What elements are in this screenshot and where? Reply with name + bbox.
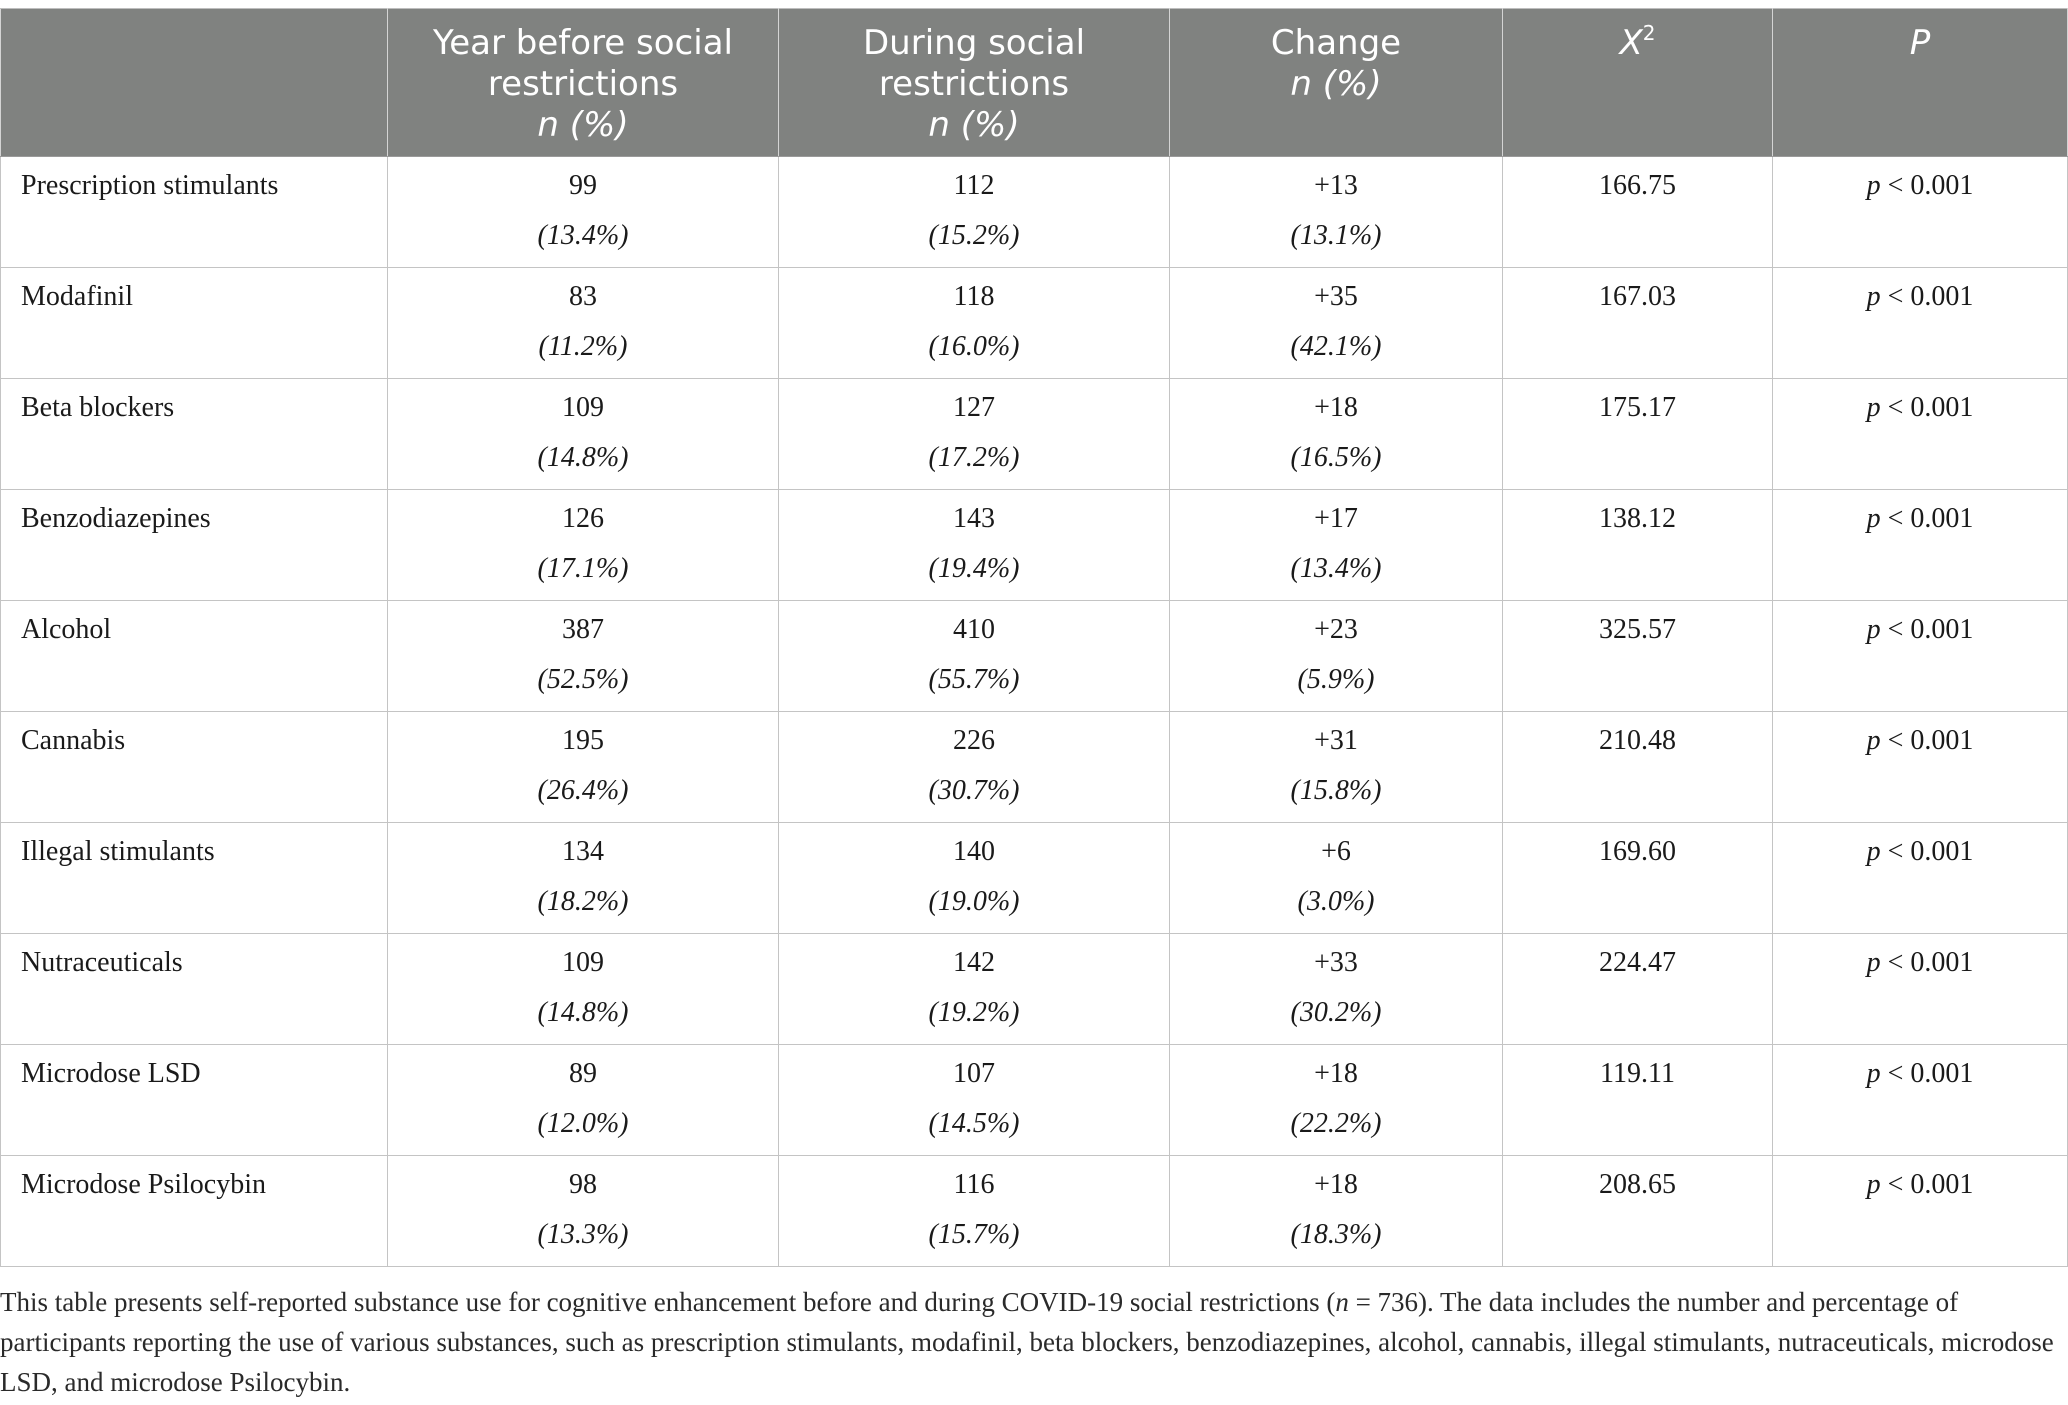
substance-name: Alcohol <box>21 614 112 645</box>
cell-year-before <box>388 379 779 490</box>
year-before-count: 89 <box>569 1058 597 1089</box>
header-chi-square-sup: 2 <box>1642 21 1656 45</box>
chi-square-value: 167.03 <box>1599 281 1676 312</box>
chi-square-value: 325.57 <box>1599 614 1676 645</box>
cell-year-before <box>388 601 779 712</box>
chi-square-value: 175.17 <box>1599 392 1676 423</box>
cell-chi-square <box>1503 490 1773 601</box>
header-year-before <box>388 9 779 157</box>
p-symbol: p <box>1866 614 1881 645</box>
p-value <box>1867 1058 1974 1089</box>
during-percent: (19.0%) <box>928 886 1020 917</box>
year-before-percent: (14.8%) <box>537 442 629 473</box>
change-percent: (13.4%) <box>1290 553 1382 584</box>
p-symbol: p <box>1866 1058 1881 1089</box>
cell-chi-square <box>1503 157 1773 268</box>
caption-part2: = 736). The data includes the number and percentage of participants reporting the use of various substances, such as prescription stimulants, modafinil, beta blockers, benzodiazepines, alcohol, cannabis, illegal stimulants, nutraceuticals, microdose LSD, and microdose Psilocybin. <box>0 1287 2054 1397</box>
year-before-count: 99 <box>569 170 597 201</box>
table-row <box>1 268 2068 379</box>
change-percent: (16.5%) <box>1290 442 1382 473</box>
header-substance <box>1 9 388 157</box>
cell-change <box>1170 1156 1503 1267</box>
table-row <box>1 823 2068 934</box>
change-count: +33 <box>1314 947 1358 978</box>
year-before-percent: (11.2%) <box>538 331 628 362</box>
change-percent: (13.1%) <box>1290 220 1382 251</box>
cell-during <box>779 823 1170 934</box>
during-count: 226 <box>953 725 995 756</box>
table-row <box>1 601 2068 712</box>
cell-change <box>1170 601 1503 712</box>
header-during <box>779 9 1170 157</box>
change-percent: (3.0%) <box>1297 886 1375 917</box>
p-value <box>1867 836 1974 867</box>
cell-during <box>779 157 1170 268</box>
substance-use-table <box>0 8 2068 1267</box>
change-count: +35 <box>1314 281 1358 312</box>
table-row <box>1 1156 2068 1267</box>
during-percent: (55.7%) <box>928 664 1020 695</box>
header-change-unit: n (%) <box>1290 64 1382 104</box>
cell-substance <box>1 1156 388 1267</box>
change-count: +18 <box>1314 1169 1358 1200</box>
change-count: +13 <box>1314 170 1358 201</box>
cell-year-before <box>388 157 779 268</box>
caption-n-symbol: n <box>1335 1287 1349 1317</box>
cell-change <box>1170 268 1503 379</box>
during-count: 127 <box>953 392 995 423</box>
p-value <box>1867 281 1974 312</box>
year-before-percent: (52.5%) <box>537 664 629 695</box>
p-symbol: p <box>1866 725 1881 756</box>
table-row <box>1 712 2068 823</box>
cell-substance <box>1 379 388 490</box>
p-symbol: p <box>1866 1169 1881 1200</box>
cell-substance <box>1 1045 388 1156</box>
during-count: 140 <box>953 836 995 867</box>
cell-p-value <box>1773 601 2068 712</box>
cell-change <box>1170 379 1503 490</box>
change-percent: (22.2%) <box>1290 1108 1382 1139</box>
header-change-line1: Change <box>1270 23 1402 63</box>
substance-name: Beta blockers <box>21 392 175 423</box>
table-row <box>1 934 2068 1045</box>
during-percent: (15.2%) <box>928 220 1020 251</box>
change-count: +23 <box>1314 614 1358 645</box>
substance-name: Modafinil <box>21 281 133 312</box>
substance-name: Microdose Psilocybin <box>21 1169 266 1200</box>
substance-name: Cannabis <box>21 725 126 756</box>
header-p-label: P <box>1909 23 1931 63</box>
p-symbol: p <box>1866 281 1881 312</box>
during-percent: (14.5%) <box>928 1108 1020 1139</box>
during-percent: (19.4%) <box>928 553 1020 584</box>
chi-square-value: 210.48 <box>1599 725 1676 756</box>
p-threshold: < 0.001 <box>1880 947 1974 978</box>
year-before-percent: (18.2%) <box>537 886 629 917</box>
during-count: 118 <box>953 281 995 312</box>
p-threshold: < 0.001 <box>1880 725 1974 756</box>
during-count: 116 <box>953 1169 995 1200</box>
change-percent: (42.1%) <box>1290 331 1382 362</box>
substance-name: Nutraceuticals <box>21 947 183 978</box>
change-percent: (30.2%) <box>1290 997 1382 1028</box>
change-count: +31 <box>1314 725 1358 756</box>
cell-during <box>779 1156 1170 1267</box>
change-percent: (18.3%) <box>1290 1219 1382 1250</box>
cell-year-before <box>388 1045 779 1156</box>
cell-substance <box>1 268 388 379</box>
p-value <box>1867 170 1974 201</box>
header-year-before-unit: n (%) <box>537 105 629 145</box>
year-before-percent: (13.3%) <box>537 1219 629 1250</box>
chi-square-value: 224.47 <box>1599 947 1676 978</box>
table-caption <box>0 1282 2060 1402</box>
header-year-before-line1: Year before social <box>433 23 733 63</box>
cell-change <box>1170 157 1503 268</box>
cell-p-value <box>1773 934 2068 1045</box>
table-row <box>1 490 2068 601</box>
during-percent: (30.7%) <box>928 775 1020 806</box>
cell-p-value <box>1773 490 2068 601</box>
cell-during <box>779 379 1170 490</box>
year-before-count: 83 <box>569 281 597 312</box>
cell-year-before <box>388 823 779 934</box>
table-row <box>1 157 2068 268</box>
header-during-unit: n (%) <box>928 105 1020 145</box>
cell-substance <box>1 157 388 268</box>
cell-during <box>779 490 1170 601</box>
change-count: +18 <box>1314 392 1358 423</box>
p-threshold: < 0.001 <box>1880 614 1974 645</box>
cell-p-value <box>1773 823 2068 934</box>
p-symbol: p <box>1866 392 1881 423</box>
year-before-count: 126 <box>562 503 604 534</box>
cell-year-before <box>388 1156 779 1267</box>
p-value <box>1867 947 1974 978</box>
year-before-count: 387 <box>562 614 604 645</box>
during-count: 410 <box>953 614 995 645</box>
change-percent: (5.9%) <box>1297 664 1375 695</box>
cell-p-value <box>1773 1156 2068 1267</box>
cell-change <box>1170 1045 1503 1156</box>
p-threshold: < 0.001 <box>1880 503 1974 534</box>
during-percent: (15.7%) <box>928 1219 1020 1250</box>
cell-year-before <box>388 934 779 1045</box>
cell-p-value <box>1773 268 2068 379</box>
cell-substance <box>1 934 388 1045</box>
p-threshold: < 0.001 <box>1880 170 1974 201</box>
table-row <box>1 1045 2068 1156</box>
cell-substance <box>1 712 388 823</box>
cell-p-value <box>1773 157 2068 268</box>
p-threshold: < 0.001 <box>1880 1058 1974 1089</box>
change-count: +18 <box>1314 1058 1358 1089</box>
cell-change <box>1170 823 1503 934</box>
cell-substance <box>1 823 388 934</box>
cell-change <box>1170 490 1503 601</box>
during-count: 112 <box>953 170 995 201</box>
p-symbol: p <box>1866 503 1881 534</box>
cell-year-before <box>388 268 779 379</box>
chi-square-value: 169.60 <box>1599 836 1676 867</box>
cell-chi-square <box>1503 601 1773 712</box>
p-threshold: < 0.001 <box>1880 392 1974 423</box>
change-percent: (15.8%) <box>1290 775 1382 806</box>
year-before-percent: (14.8%) <box>537 997 629 1028</box>
p-value <box>1867 614 1974 645</box>
cell-chi-square <box>1503 1045 1773 1156</box>
p-value <box>1867 503 1974 534</box>
cell-substance <box>1 601 388 712</box>
cell-p-value <box>1773 712 2068 823</box>
cell-chi-square <box>1503 268 1773 379</box>
year-before-count: 109 <box>562 947 604 978</box>
cell-chi-square <box>1503 712 1773 823</box>
substance-name: Illegal stimulants <box>21 836 215 867</box>
substance-name: Benzodiazepines <box>21 503 211 534</box>
chi-square-value: 208.65 <box>1599 1169 1676 1200</box>
during-percent: (19.2%) <box>928 997 1020 1028</box>
cell-during <box>779 1045 1170 1156</box>
header-during-line2: restrictions <box>878 64 1070 104</box>
cell-substance <box>1 490 388 601</box>
header-during-line1: During social <box>862 23 1086 63</box>
chi-square-value: 166.75 <box>1599 170 1676 201</box>
during-percent: (17.2%) <box>928 442 1020 473</box>
p-threshold: < 0.001 <box>1880 1169 1974 1200</box>
substance-name: Prescription stimulants <box>21 170 279 201</box>
table-row <box>1 379 2068 490</box>
p-symbol: p <box>1866 836 1881 867</box>
cell-change <box>1170 934 1503 1045</box>
header-chi-square <box>1503 9 1773 157</box>
year-before-count: 134 <box>562 836 604 867</box>
cell-p-value <box>1773 1045 2068 1156</box>
year-before-percent: (26.4%) <box>537 775 629 806</box>
year-before-count: 195 <box>562 725 604 756</box>
table-body <box>1 157 2068 1267</box>
year-before-percent: (12.0%) <box>537 1108 629 1139</box>
cell-during <box>779 934 1170 1045</box>
cell-chi-square <box>1503 823 1773 934</box>
header-change <box>1170 9 1503 157</box>
header-p-value <box>1773 9 2068 157</box>
p-value <box>1867 1169 1974 1200</box>
cell-during <box>779 601 1170 712</box>
year-before-count: 109 <box>562 392 604 423</box>
p-symbol: p <box>1866 947 1881 978</box>
header-chi-square-base: X <box>1619 23 1643 63</box>
during-count: 107 <box>953 1058 995 1089</box>
year-before-percent: (13.4%) <box>537 220 629 251</box>
cell-chi-square <box>1503 934 1773 1045</box>
cell-p-value <box>1773 379 2068 490</box>
p-value <box>1867 725 1974 756</box>
change-count: +17 <box>1314 503 1358 534</box>
cell-chi-square <box>1503 379 1773 490</box>
year-before-percent: (17.1%) <box>537 553 629 584</box>
cell-during <box>779 268 1170 379</box>
substance-name: Microdose LSD <box>21 1058 201 1089</box>
during-count: 143 <box>953 503 995 534</box>
during-count: 142 <box>953 947 995 978</box>
p-symbol: p <box>1866 170 1881 201</box>
p-threshold: < 0.001 <box>1880 836 1974 867</box>
p-threshold: < 0.001 <box>1880 281 1974 312</box>
results-table-container <box>0 8 2067 1267</box>
cell-change <box>1170 712 1503 823</box>
during-percent: (16.0%) <box>928 331 1020 362</box>
cell-chi-square <box>1503 1156 1773 1267</box>
p-value <box>1867 392 1974 423</box>
cell-during <box>779 712 1170 823</box>
caption-part1: This table presents self-reported substance use for cognitive enhancement before and during COVID-19 social restrictions ( <box>0 1287 1336 1317</box>
header-year-before-line2: restrictions <box>487 64 679 104</box>
year-before-count: 98 <box>569 1169 597 1200</box>
cell-year-before <box>388 490 779 601</box>
change-count: +6 <box>1321 836 1351 867</box>
cell-year-before <box>388 712 779 823</box>
chi-square-value: 138.12 <box>1599 503 1676 534</box>
chi-square-value: 119.11 <box>1600 1058 1675 1089</box>
table-header-row <box>1 9 2068 157</box>
